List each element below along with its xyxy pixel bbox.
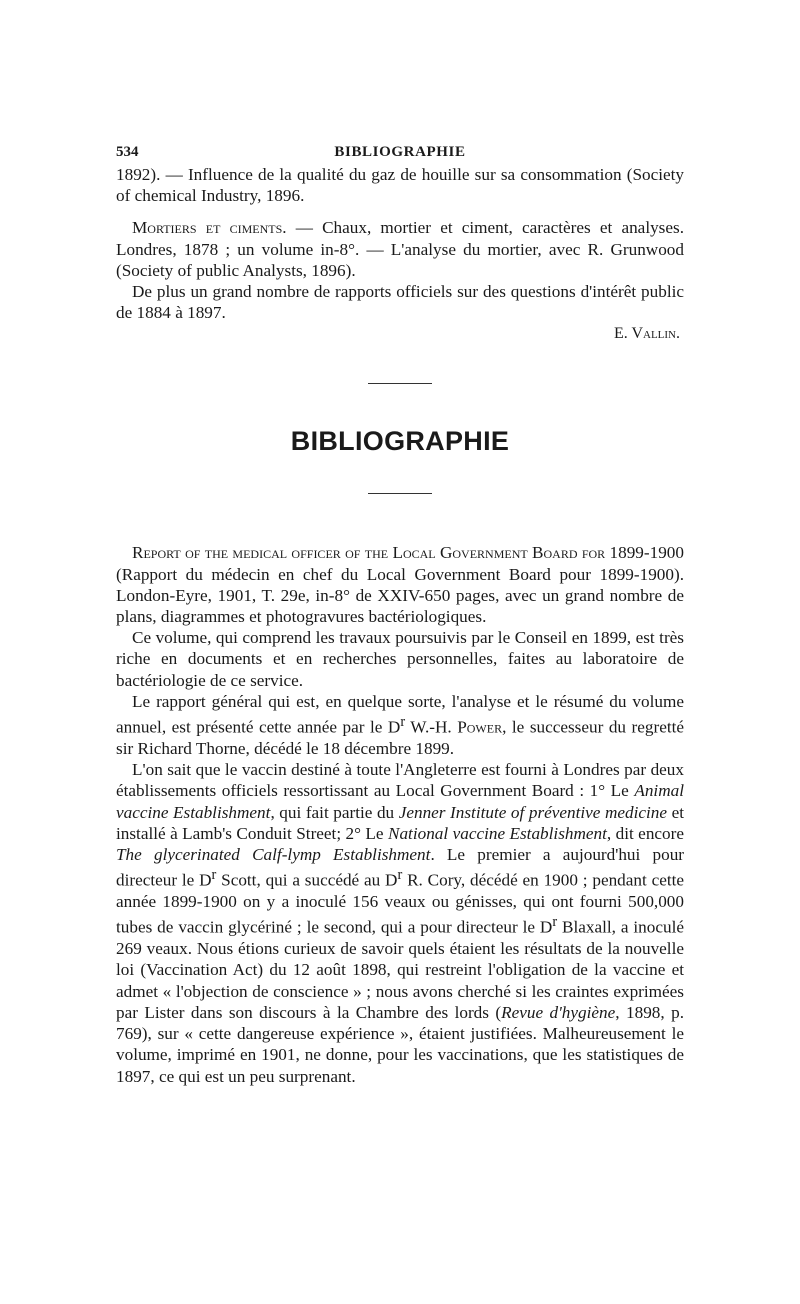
author-signature: E. Vallin. [613,325,680,343]
text-run: Blaxall, a inoculé 269 veaux. Nous étions curieux de savoir quels étaient les résultats de la nouvelle loi (Vaccination Act) du 12 août 1898, qui restreint l'obligation de la vaccine et admet « l'objection de conscience » ; nous avons cherché si les craintes exprimées par Lister dans son discours à la Chambre des lords ( [116,918,684,1022]
review-paragraph-rapport [116,691,684,759]
text-run: Le rapport général qui est, en quelque sorte, l'analyse et le résumé du volume annuel, est présenté cette année par le D [116,691,684,737]
review-title: Report of the medical officer of the Local Government Board for 1899-1900 [132,543,684,563]
page-number: 534 [116,144,139,160]
italic-run: Animal vaccine Establishment [116,781,684,822]
italic-run: Revue d'hygiène [501,1002,616,1022]
italic-run: Jenner Institute of préventive medicine [398,802,668,822]
mortiers-text: — Chaux, mortier et ciment, caractères et analyses. Londres, 1878 ; un volume in-8°. — L'analyse du mortier, avec R. Grunwood (Society of public Analysts, 1896). [116,218,684,280]
text-run: W.-H. [405,717,458,737]
running-header [116,140,684,164]
superscript: r [552,914,558,931]
text-run: Scott, qui a succédé au D [216,870,398,890]
page [116,140,684,1087]
superscript: r [397,867,403,884]
author-name-power: Power [457,717,503,737]
text-run: L'on sait que le vaccin destiné à toute l'Angleterre est fourni à Londres par deux établissements officiels ressortissant au Local Government Board : 1° Le [116,760,684,801]
text-run: , 1898, p. 769), sur « cette dangereuse expérience », étaient justifiées. Malheureusement le volume, imprimé en 1901, ne donne, pour les vaccinations, que les statistiques de 1897, ce qui est un peu surprenant. [116,1002,684,1086]
italic-run: The glycerinated Calf-lymp Establishment [116,845,431,864]
superscript: r [400,714,406,731]
divider-rule-bottom [368,493,432,494]
review-citation-paragraph [116,542,684,627]
text-run: et installé à Lamb's Conduit Street; 2° Le [116,802,684,843]
mortiers-paragraph [116,217,684,281]
review-paragraph-volume: Ce volume, qui comprend les travaux poursuivis par le Conseil en 1899, est très riche en documents et en recherches personnelles, faites au laboratoire de bactériologie de ce service. [116,628,684,690]
continued-paragraph: 1892). — Influence de la qualité du gaz de houille sur sa consommation (Society of chemical Industry, 1896. [116,165,684,206]
mortiers-lead: Mortiers et ciments. [132,218,287,238]
section-title: BIBLIOGRAPHIE [290,426,510,457]
superscript: r [211,867,217,884]
review-citation-text: (Rapport du médecin en chef du Local Government Board pour 1899-1900). London-Eyre, 1901, T. 29e, in-8° de XXIV-650 pages, avec un grand nombre de plans, diagrammes et photogravures bactériologiques. [116,564,684,627]
divider-rule-top [368,383,432,384]
text-run: , dit encore [606,823,684,843]
text-run: R. Cory, décédé en 1900 ; pendant cette année 1899-1900 on y a inoculé 156 veaux ou génisses, qui ont fourni 500,000 tubes de vaccin glycériné ; le second, qui a pour directeur le D [116,870,685,938]
italic-run: National vaccine Establishment [388,823,607,843]
running-title: BIBLIOGRAPHIE [334,144,466,160]
rapports-paragraph: De plus un grand nombre de rapports officiels sur des questions d'intérêt public de 1884 à 1897. [116,282,684,323]
review-paragraph-vaccin [116,759,684,1087]
text-run: , qui fait partie du [270,802,399,822]
text-run: , le successeur du regretté sir Richard Thorne, décédé le 18 décembre 1899. [116,717,684,758]
text-run: . Le premier a aujourd'hui pour directeur le D [116,845,685,890]
